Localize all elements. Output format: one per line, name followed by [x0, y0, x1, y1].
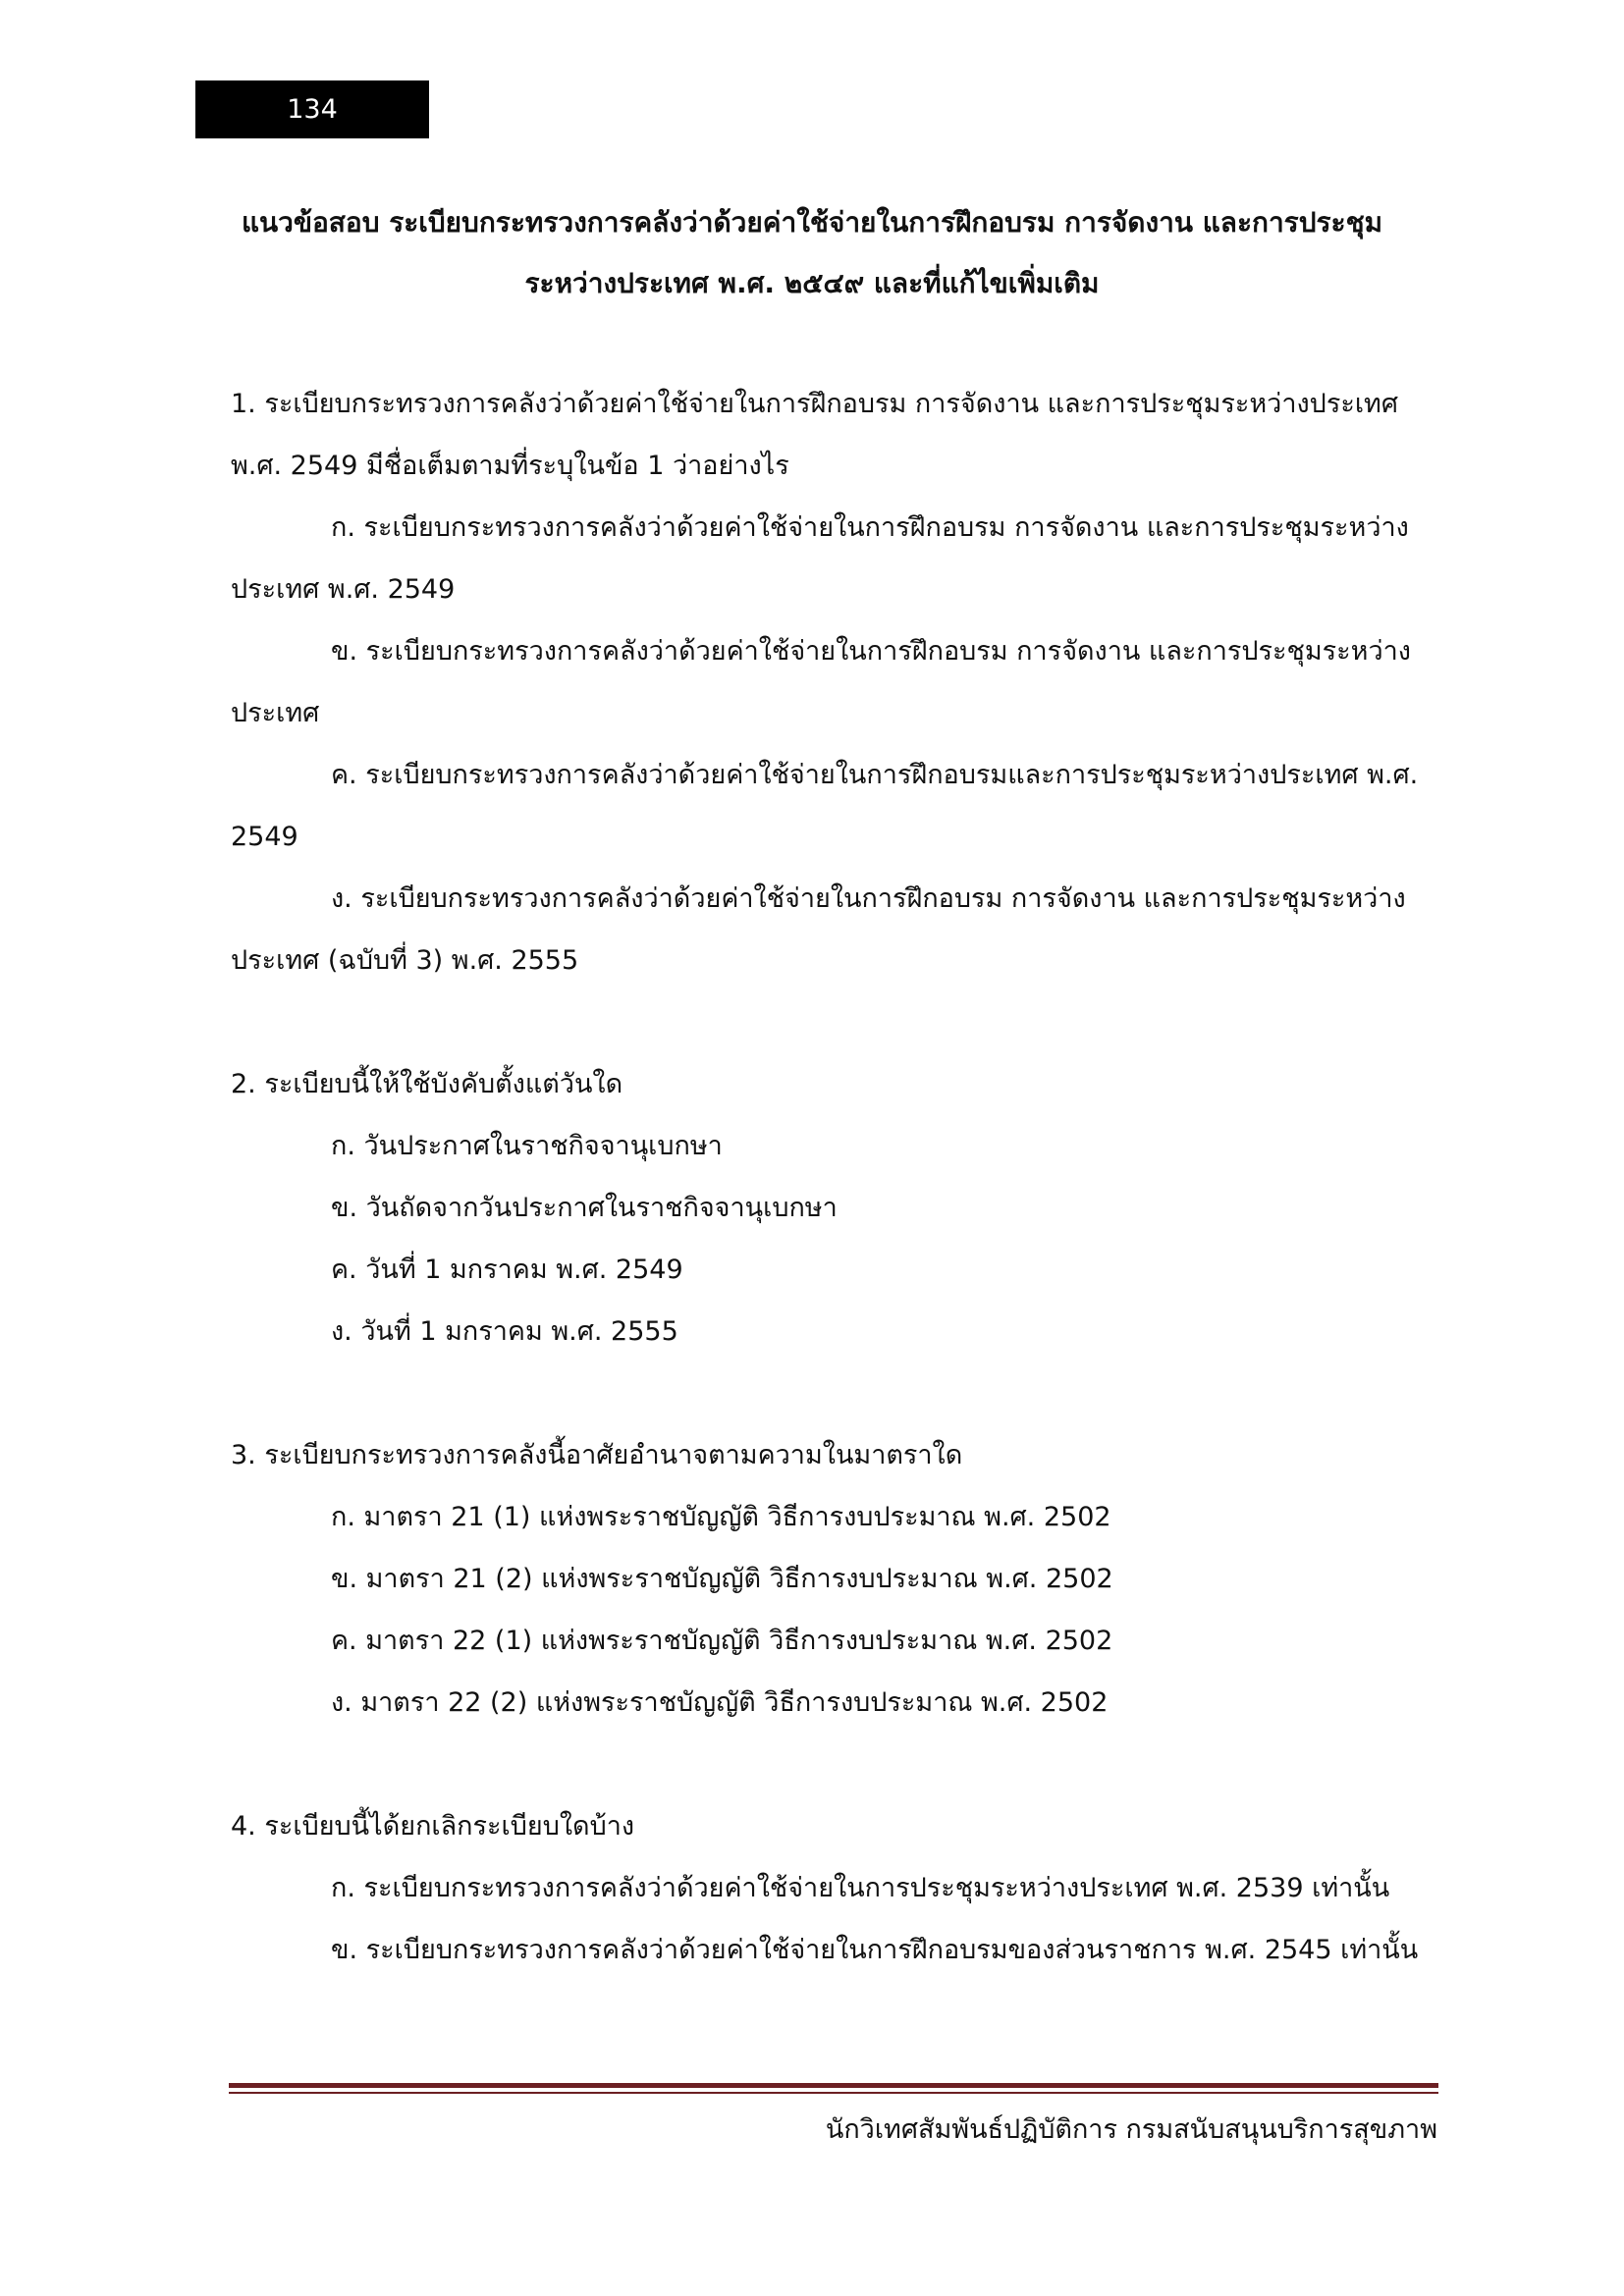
- answer-option-a: ก. มาตรา 21 (1) แห่งพระราชบัญญัติ วิธีการงบประมาณ พ.ศ. 2502: [331, 1502, 1111, 1532]
- answer-option-c: ค. ระเบียบกระทรวงการคลังว่าด้วยค่าใช้จ่ายในการฝึกอบรมและการประชุมระหว่างประเทศ พ.ศ. 2549: [231, 760, 1419, 852]
- answer-option-b: ข. วันถัดจากวันประกาศในราชกิจจานุเบกษา: [331, 1193, 838, 1223]
- footer-divider: [229, 2083, 1438, 2094]
- footer-text: นักวิเทศสัมพันธ์ปฏิบัติการ กรมสนับสนุนบริการสุขภาพ: [825, 2114, 1437, 2145]
- footer-rule-thick: [229, 2083, 1438, 2088]
- answer-option-b: ข. ระเบียบกระทรวงการคลังว่าด้วยค่าใช้จ่ายในการฝึกอบรม การจัดงาน และการประชุมระหว่างประเทศ: [231, 636, 1411, 728]
- title-line-2: ระหว่างประเทศ พ.ศ. ๒๕๔๙ และที่แก้ไขเพิ่มเติม: [524, 267, 1100, 299]
- answer-option-b: ข. มาตรา 21 (2) แห่งพระราชบัญญัติ วิธีการงบประมาณ พ.ศ. 2502: [331, 1564, 1113, 1594]
- answer-option-a: ก. วันประกาศในราชกิจจานุเบกษา: [331, 1131, 723, 1161]
- question-2: [231, 1053, 1424, 1362]
- questions-list: [231, 373, 1424, 1981]
- question-3: [231, 1424, 1424, 1734]
- title-line-1: แนวข้อสอบ ระเบียบกระทรวงการคลังว่าด้วยค่าใช้จ่ายในการฝึกอบรม การจัดงาน และการประชุม: [241, 206, 1383, 239]
- question-1: [231, 373, 1424, 991]
- question-text: 1. ระเบียบกระทรวงการคลังว่าด้วยค่าใช้จ่ายในการฝึกอบรม การจัดงาน และการประชุมระหว่างประเทศ พ.ศ. 2549 มีชื่อเต็มตามที่ระบุในข้อ 1 ว่าอย่างไร: [231, 389, 1398, 481]
- answer-option-a: ก. ระเบียบกระทรวงการคลังว่าด้วยค่าใช้จ่ายในการประชุมระหว่างประเทศ พ.ศ. 2539 เท่านั้น: [331, 1873, 1390, 1903]
- answer-option-b: ข. ระเบียบกระทรวงการคลังว่าด้วยค่าใช้จ่ายในการฝึกอบรมของส่วนราชการ พ.ศ. 2545 เท่านั้น: [331, 1935, 1419, 1965]
- answer-option-d: ง. ระเบียบกระทรวงการคลังว่าด้วยค่าใช้จ่ายในการฝึกอบรม การจัดงาน และการประชุมระหว่างประเทศ (ฉบับที่ 3) พ.ศ. 2555: [231, 883, 1406, 976]
- question-text: 3. ระเบียบกระทรวงการคลังนี้อาศัยอำนาจตามความในมาตราใด: [231, 1440, 963, 1470]
- answer-option-c: ค. วันที่ 1 มกราคม พ.ศ. 2549: [331, 1255, 683, 1285]
- answer-option-a: ก. ระเบียบกระทรวงการคลังว่าด้วยค่าใช้จ่ายในการฝึกอบรม การจัดงาน และการประชุมระหว่างประเทศ พ.ศ. 2549: [231, 512, 1409, 605]
- answer-option-d: ง. มาตรา 22 (2) แห่งพระราชบัญญัติ วิธีการงบประมาณ พ.ศ. 2502: [331, 1687, 1109, 1718]
- question-4: [231, 1795, 1424, 1981]
- answer-option-d: ง. วันที่ 1 มกราคม พ.ศ. 2555: [331, 1316, 678, 1347]
- question-text: 4. ระเบียบนี้ได้ยกเลิกระเบียบใดบ้าง: [231, 1811, 635, 1842]
- page-number: 134: [195, 80, 429, 138]
- question-text: 2. ระเบียบนี้ให้ใช้บังคับตั้งแต่วันใด: [231, 1069, 623, 1099]
- footer-rule-thin: [229, 2092, 1438, 2094]
- answer-option-c: ค. มาตรา 22 (1) แห่งพระราชบัญญัติ วิธีการงบประมาณ พ.ศ. 2502: [331, 1626, 1113, 1656]
- document-title: [157, 192, 1467, 314]
